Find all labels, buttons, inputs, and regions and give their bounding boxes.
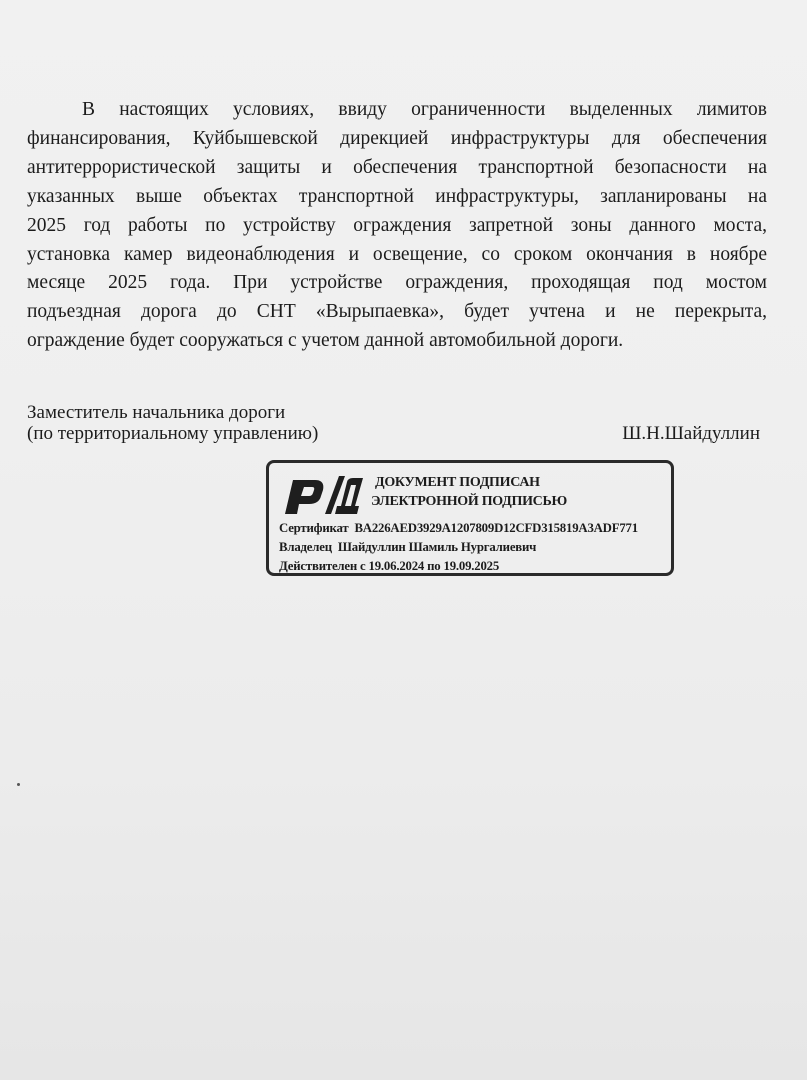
paragraph-line: установка камер видеонаблюдения и освещение, со сроком окончания в ноябре xyxy=(27,243,767,265)
paragraph-line: финансирования, Куйбышевской дирекцией инфраструктуры для обеспечения xyxy=(27,127,767,149)
paragraph-line: антитеррористической защиты и обеспечения транспортной безопасности на xyxy=(27,156,767,178)
owner-row xyxy=(279,538,638,557)
paragraph-line: 2025 год работы по устройству ограждения запретной зоны данного моста, xyxy=(27,214,767,236)
certificate-row xyxy=(279,519,638,538)
stamp-details xyxy=(279,519,638,576)
speck-mark xyxy=(17,783,20,786)
paragraph-line: ограждение будет сооружаться с учетом данной автомобильной дороги. xyxy=(27,330,624,352)
certificate-label: Сертификат xyxy=(279,521,349,535)
stamp-title-line: ЭЛЕКТРОННОЙ ПОДПИСЬЮ xyxy=(371,494,567,509)
owner-value: Шайдуллин Шамиль Нургалиевич xyxy=(337,540,537,554)
paragraph-line: В настоящих условиях, ввиду ограниченности выделенных лимитов xyxy=(82,99,767,120)
position-line: Заместитель начальника дороги xyxy=(27,402,286,423)
validity-row: Действителен с 19.06.2024 по 19.09.2025 xyxy=(279,559,500,573)
paragraph-line: подъездная дорога до СНТ «Вырыпаевка», будет учтена и не перекрыта, xyxy=(27,301,767,323)
signatory-position xyxy=(27,402,318,444)
paragraph-line: указанных выше объектах транспортной инфраструктуры, запланированы на xyxy=(27,185,767,207)
owner-label: Владелец xyxy=(279,540,332,554)
position-line: (по территориальному управлению) xyxy=(27,423,319,444)
electronic-signature-stamp xyxy=(266,460,674,576)
paragraph-line: месяце 2025 года. При устройстве ограждения, проходящая под мостом xyxy=(27,272,767,294)
stamp-title-line: ДОКУМЕНТ ПОДПИСАН xyxy=(375,475,540,490)
certificate-value: BA226AED3929A1207809D12CFD315819A3ADF771 xyxy=(354,521,638,535)
signatory-name: Ш.Н.Шайдуллин xyxy=(622,423,760,444)
rzd-logo-icon xyxy=(281,474,365,516)
body-paragraph xyxy=(27,96,767,356)
stamp-title xyxy=(371,473,567,511)
